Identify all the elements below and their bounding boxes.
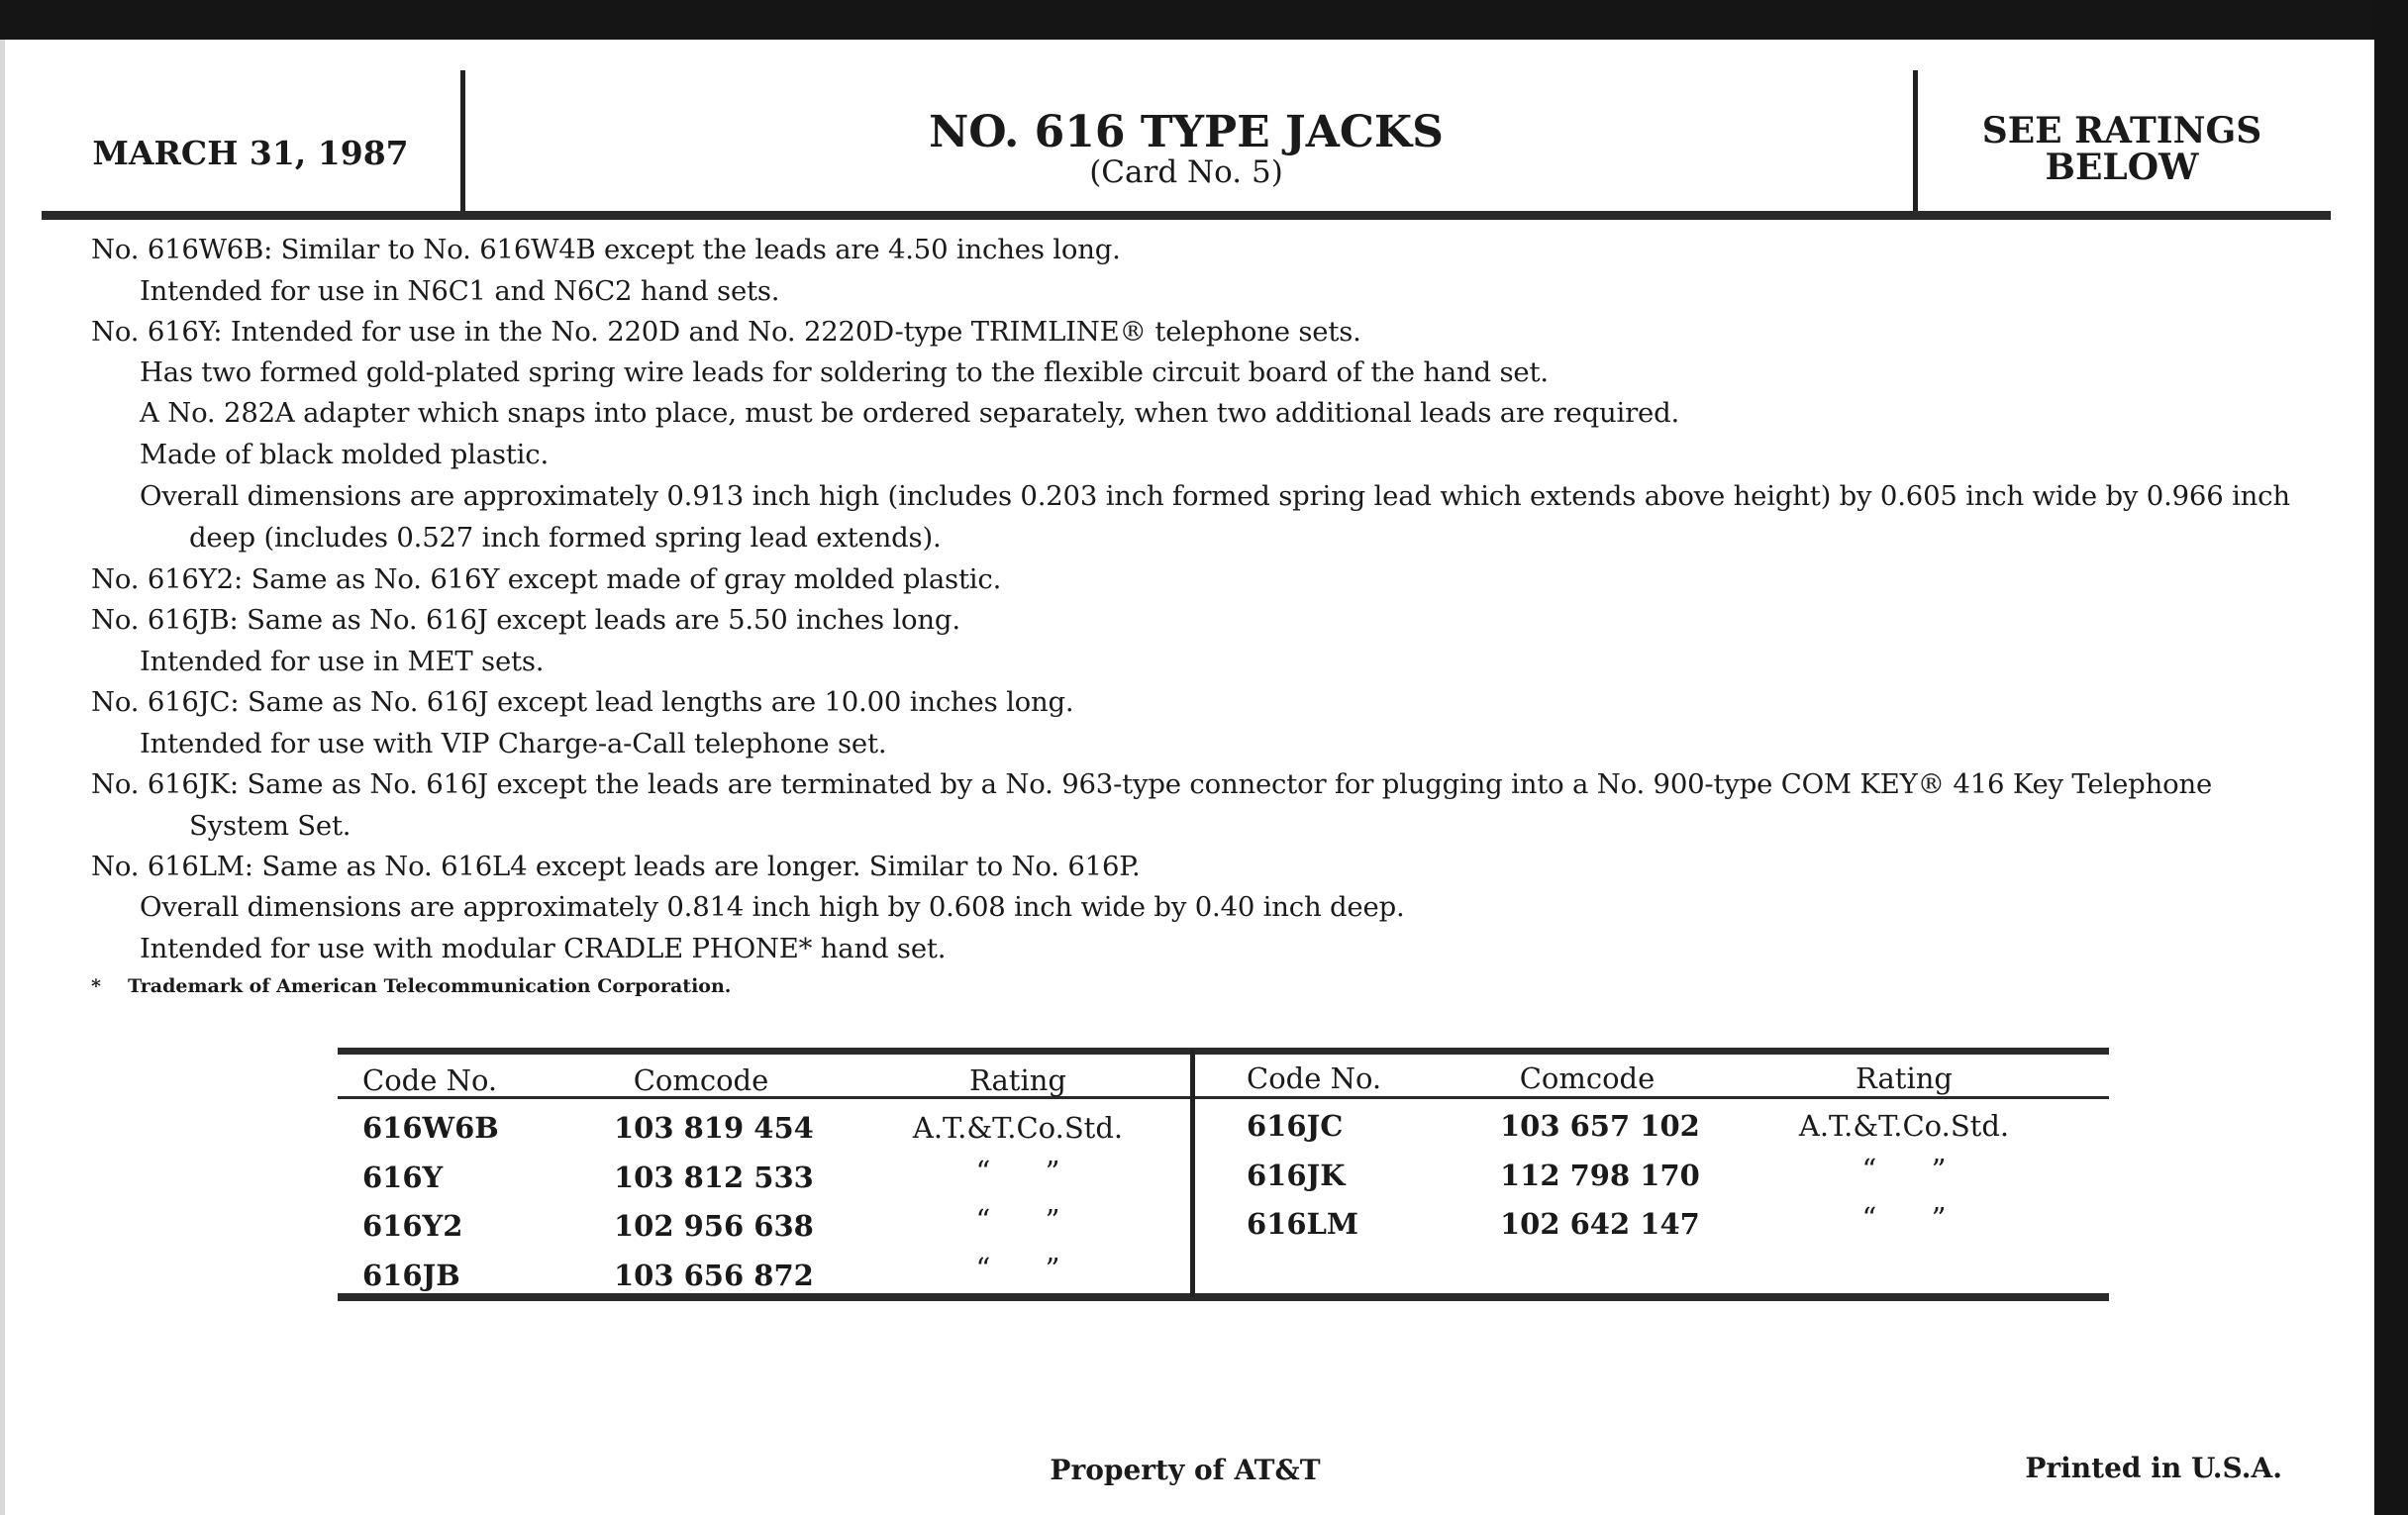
desc-line: No. 616W6B: Similar to No. 616W4B except the leads are 4.50 inches long. (91, 234, 1121, 265)
code-cell: 616W6B (362, 1111, 499, 1145)
desc-line: No. 616LM: Same as No. 616L4 except leads are longer. Similar to No. 616P. (91, 851, 1141, 882)
column-header-rating: Rating (1856, 1061, 1953, 1095)
header-rule (42, 211, 2331, 220)
desc-line: System Set. (189, 810, 351, 842)
comcode-cell: 103 657 102 (1500, 1109, 1700, 1143)
comcode-cell: 103 819 454 (614, 1111, 814, 1145)
comcode-cell: 102 642 147 (1500, 1207, 1700, 1241)
rating-cell: “ ” (1861, 1153, 1947, 1186)
ratings-note-line2: BELOW (2045, 147, 2199, 188)
desc-line: No. 616JC: Same as No. 616J except lead lengths are 10.00 inches long. (91, 686, 1074, 718)
rating-cell: A.T.&T.Co.Std. (1798, 1109, 2010, 1143)
code-cell: 616JK (1247, 1159, 1346, 1192)
scan-top-border (0, 0, 2408, 40)
desc-line: Intended for use in N6C1 and N6C2 hand sets. (140, 275, 780, 307)
comcode-cell: 102 956 638 (614, 1209, 814, 1243)
code-cell: 616JB (362, 1259, 460, 1292)
desc-line: Overall dimensions are approximately 0.814 inch high by 0.608 inch wide by 0.40 inch deep. (140, 891, 1405, 923)
table-column-divider (1190, 1050, 1195, 1297)
desc-line: A No. 282A adapter which snaps into place, must be ordered separately, when two additional leads are required. (140, 397, 1680, 429)
header-divider-right (1913, 70, 1918, 217)
code-cell: 616LM (1247, 1207, 1359, 1241)
desc-line: Intended for use with VIP Charge-a-Call telephone set. (140, 728, 887, 759)
desc-line: No. 616Y2: Same as No. 616Y except made of gray molded plastic. (91, 563, 1002, 595)
footnote-mark: * (91, 975, 101, 997)
desc-line: No. 616JK: Same as No. 616J except the leads are terminated by a No. 963-type connector for plugging into a No. 900-type COM KEY® 416 Key Telephone (91, 768, 2213, 800)
desc-line: deep (includes 0.527 inch formed spring lead extends). (189, 522, 942, 554)
comcode-cell: 103 656 872 (614, 1259, 814, 1292)
header-divider-left (460, 70, 465, 217)
desc-line: Has two formed gold-plated spring wire leads for soldering to the flexible circuit board of the hand set. (140, 356, 1549, 388)
table-header-rule (338, 1096, 2109, 1099)
desc-line: No. 616Y: Intended for use in the No. 220D and No. 2220D-type TRIMLINE® telephone sets. (91, 316, 1361, 348)
desc-line: No. 616JB: Same as No. 616J except leads are 5.50 inches long. (91, 604, 960, 636)
code-cell: 616Y (362, 1161, 444, 1194)
property-notice: Property of AT&T (1050, 1454, 1321, 1486)
desc-line: Intended for use in MET sets. (140, 646, 545, 677)
card-number: (Card No. 5) (1089, 154, 1283, 190)
desc-line: Made of black molded plastic. (140, 439, 549, 470)
scan-right-border (2374, 0, 2408, 1515)
column-header-comcode: Comcode (633, 1063, 769, 1097)
rating-cell: “ ” (975, 1155, 1060, 1188)
code-cell: 616Y2 (362, 1209, 463, 1243)
rating-cell: A.T.&T.Co.Std. (912, 1111, 1124, 1145)
code-cell: 616JC (1247, 1109, 1344, 1143)
card-date: MARCH 31, 1987 (92, 134, 409, 172)
desc-line: Intended for use with modular CRADLE PHONE* hand set. (140, 933, 947, 964)
column-header-code: Code No. (362, 1063, 498, 1097)
rating-cell: “ ” (975, 1203, 1060, 1237)
column-header-code: Code No. (1247, 1061, 1382, 1095)
printed-notice: Printed in U.S.A. (2025, 1452, 2282, 1484)
column-header-rating: Rating (969, 1063, 1066, 1097)
page-title: NO. 616 TYPE JACKS (929, 107, 1444, 157)
ratings-note-line1: SEE RATINGS (1981, 110, 2262, 152)
scan-left-edge (0, 40, 5, 1515)
table-bottom-rule (338, 1293, 2109, 1301)
column-header-comcode: Comcode (1519, 1061, 1656, 1095)
comcode-cell: 112 798 170 (1500, 1159, 1700, 1192)
comcode-cell: 103 812 533 (614, 1161, 814, 1194)
table-top-rule (338, 1048, 2109, 1055)
rating-cell: “ ” (975, 1252, 1060, 1285)
desc-line: Overall dimensions are approximately 0.913 inch high (includes 0.203 inch formed spring lead which extends above height) by 0.605 inch wide by 0.966 inch (140, 480, 2290, 512)
rating-cell: “ ” (1861, 1201, 1947, 1235)
footnote: Trademark of American Telecommunication Corporation. (128, 975, 732, 997)
